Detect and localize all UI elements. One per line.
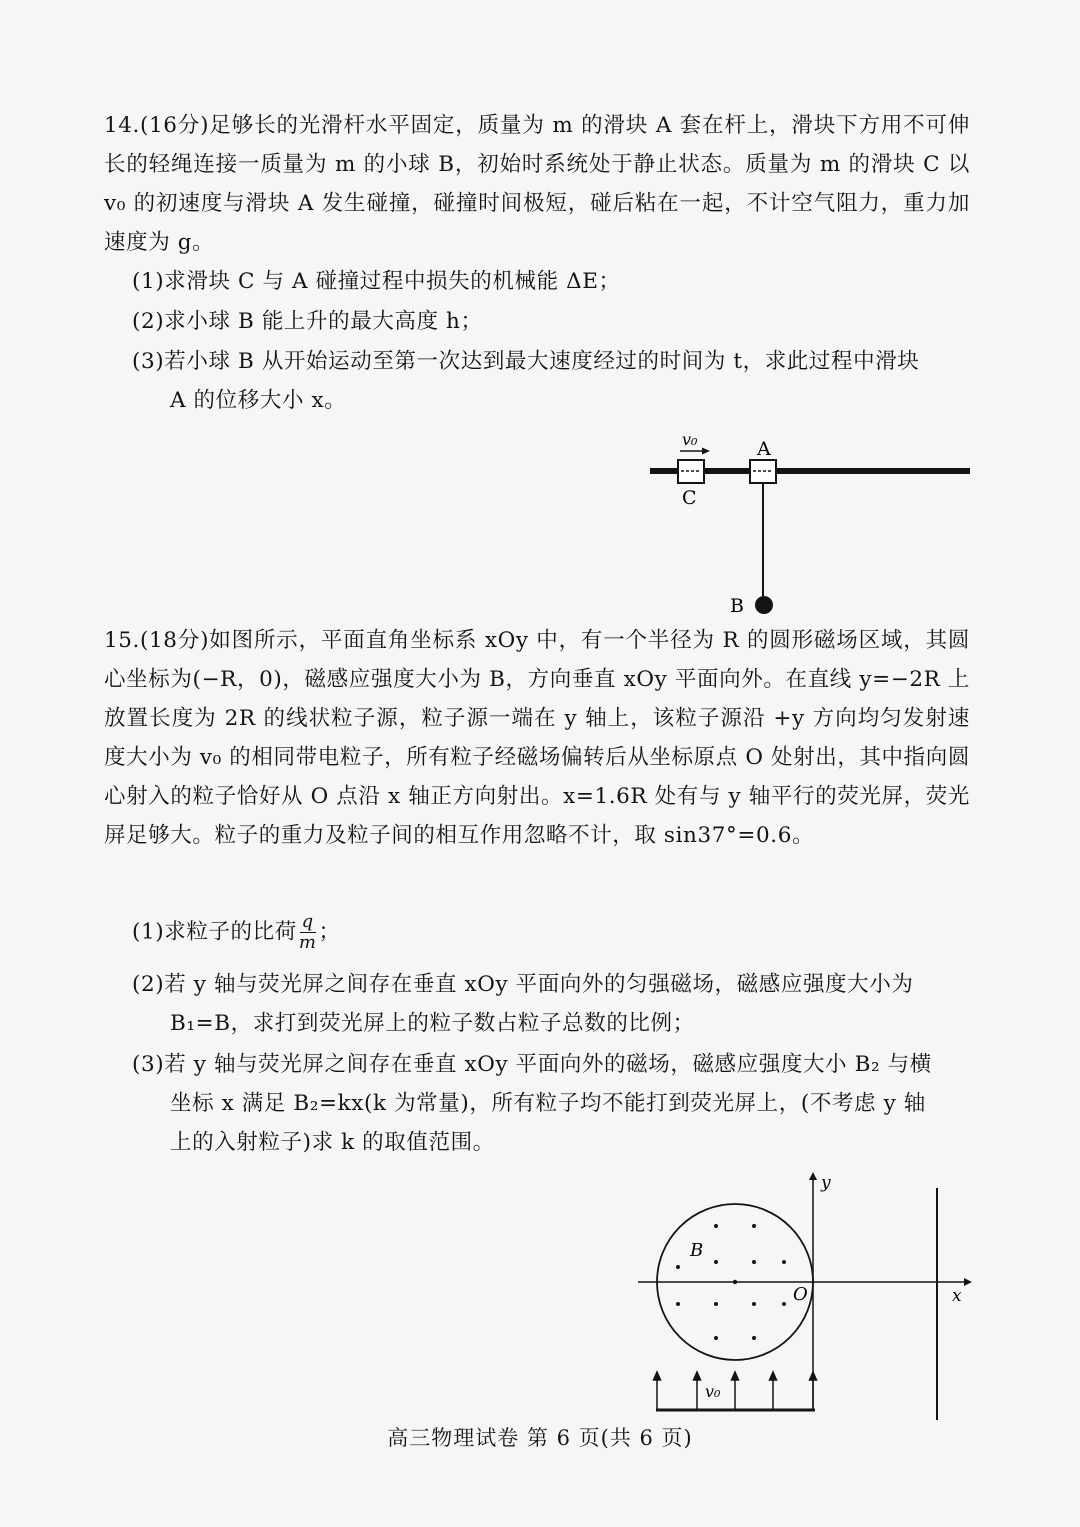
label-v0: v₀ [705,1382,721,1401]
particle-arrows [654,1372,817,1410]
q14-part2: (2)求小球 B 能上升的最大高度 h； [132,309,483,334]
label-origin: O [793,1284,808,1305]
q15-part1 [132,912,970,953]
q15-part2-line2: B₁=B，求打到荧光屏上的粒子数占粒子总数的比例； [170,1011,695,1036]
y-axis-arrow-icon [809,1172,817,1180]
label-a: A [757,438,771,460]
q15-part3-line3: 上的入射粒子)求 k 的取值范围。 [170,1130,495,1155]
q14-part3-line1: (3)若小球 B 从开始运动至第一次达到最大速度经过的时间为 t，求此过程中滑块 [132,349,920,374]
label-v0: v₀ [682,430,698,449]
label-x: x [952,1286,962,1306]
slider-a [750,460,776,483]
label-b: B [730,595,744,617]
label-c: C [682,487,697,509]
q15-figure [630,1168,980,1430]
q14-part3-line2: A 的位移大小 x。 [170,388,347,413]
q15-part3 [132,1045,970,1162]
page-footer: 高三物理试卷 第 6 页(共 6 页) [387,1426,693,1450]
slider-c [678,460,704,483]
q14-part3 [132,342,970,420]
fraction-denominator: m [298,932,317,953]
q14-part1: (1)求滑块 C 与 A 碰撞过程中损失的机械能 ΔE； [132,269,621,294]
q15-part1-prefix: (1)求粒子的比荷 [132,919,297,945]
label-y: y [821,1173,831,1193]
charge-mass-fraction [299,912,317,953]
q15-part3-line1: (3)若 y 轴与荧光屏之间存在垂直 xOy 平面向外的磁场，磁感应强度大小 B₂ 与横 [132,1052,932,1077]
q15-part1-suffix: ； [318,919,341,945]
label-field-b: B [690,1240,704,1261]
q15-part2 [132,965,970,1043]
ball-b [755,596,773,614]
q15-intro: 15.(18分)如图所示，平面直角坐标系 xOy 中，有一个半径为 R 的圆形磁场区域，其圆心坐标为(−R，0)，磁感应强度大小为 B，方向垂直 xOy 平面向外。在直线 y=−2R 上放置长度为 2R 的线状粒子源，粒子源一端在 y 轴上，该粒子源沿 +y 方向均匀发射速度大小为 v₀ 的相同带电粒子，所有粒子经磁场偏转后从坐标原点 O 处射出，其中指向圆心射入的粒子恰好从 O 点沿 x 轴正方向射出。x=1.6R 处有与 y 轴平行的荧光屏，荧光屏足够大。粒子的重力及粒子间的相互作用忽略不计，取 sin37°=0.6。 [104,628,970,848]
fraction-numerator: q [301,911,314,932]
q14-figure [640,420,980,620]
q15-part2-line1: (2)若 y 轴与荧光屏之间存在垂直 xOy 平面向外的匀强磁场，磁感应强度大小为 [132,972,914,997]
x-axis-arrow-icon [964,1278,972,1286]
q14-intro: 14.(16分)足够长的光滑杆水平固定，质量为 m 的滑块 A 套在杆上，滑块下方用不可伸长的轻绳连接一质量为 m 的小球 B，初始时系统处于静止状态。质量为 m 的滑块 C 以 v₀ 的初速度与滑块 A 发生碰撞，碰撞时间极短，碰后粘在一起，不计空气阻力，重力加速度为 g。 [104,113,970,255]
q15-part3-line2: 坐标 x 满足 B₂=kx(k 为常量)，所有粒子均不能打到荧光屏上，(不考虑 y 轴 [170,1091,926,1116]
